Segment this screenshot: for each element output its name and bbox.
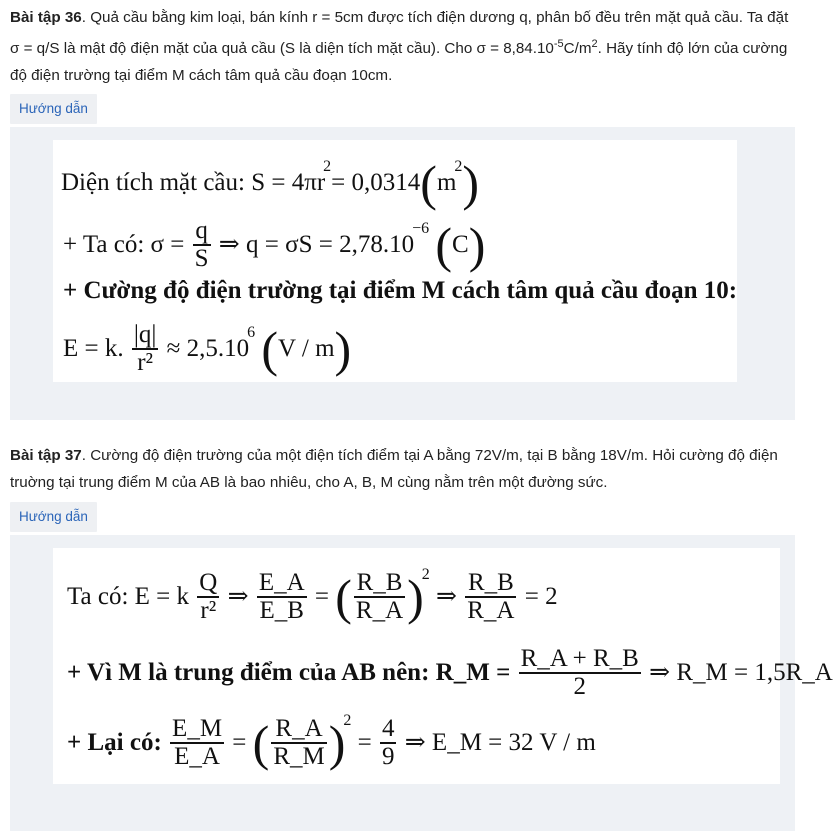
problem-36-text-c: . Hãy tính độ lớn của cường độ điện trường tại điểm M cách tâm quả cầu đoạn 10cm. (10, 40, 788, 85)
s37-l3-eq2: = (357, 729, 372, 756)
problem-37-text: . Cường độ điện trường của một điện tích điểm tại A bằng 72V/m, tại B bằng 18V/m. Hỏi cường độ điện truờng tại trung điểm M của AB là bao nhiêu, cho A, B, M cùng nằm trên một đường sức. (10, 447, 778, 491)
solution-37-line-1 (67, 566, 558, 625)
paren-open: ( (420, 155, 437, 211)
s36-l4-fraction (132, 322, 159, 376)
s37-l3-f3-num: 4 (381, 715, 395, 742)
s37-l1-frac-1 (197, 570, 219, 624)
solution-image-36 (53, 140, 737, 382)
s37-l3-frac-2 (271, 716, 326, 770)
s37-l1-f3-den: R_A (355, 597, 404, 624)
paren-open: ( (252, 715, 270, 771)
s36-l1-sup: 2 (323, 158, 332, 175)
paren-close: ) (468, 217, 486, 273)
s37-l1-f2-num: E_A (258, 569, 305, 596)
problem-36-statement (10, 4, 790, 89)
s36-l1-text: Diện tích mặt cầu: S = 4πr (61, 169, 326, 196)
guide-button-37[interactable]: Hướng dẫn (10, 502, 97, 532)
s36-l2-num: q (193, 218, 211, 246)
s36-l1-rest: = 0,0314 (331, 169, 421, 196)
s36-l2-den: S (194, 245, 209, 272)
problem-36-text-a: . Quả cầu bằng kim loại, bán kính r = 5cm được tích điện dương q, phân bố đều trên mặt quả cầu. Ta đặt σ = q/S là mật độ điện mặt của quả cầu (S là diện tích mặt cầu). Cho σ = 8,84.10 (10, 9, 789, 58)
s37-l3-frac-3 (380, 716, 397, 770)
s36-l2-fraction (193, 218, 211, 272)
s37-l1-res: = 2 (524, 583, 558, 610)
s37-l1-frac-3 (354, 570, 405, 624)
solution-37-line-2 (67, 646, 833, 700)
s36-l2-prefix: + Ta có: σ = (63, 231, 185, 258)
s37-l1-arrow-1: ⇒ (227, 583, 249, 610)
s37-l1-f1-den: r² (200, 597, 217, 624)
s37-l3-frac-1 (170, 716, 224, 770)
s36-l4-unit: V / m (278, 335, 335, 362)
paren-open: ( (335, 569, 352, 625)
s37-l1-prefix: Ta có: E = k (67, 583, 190, 610)
paren-close: ) (334, 321, 352, 377)
s37-l2-num: R_A + R_B (520, 645, 639, 672)
paren-close: ) (462, 155, 480, 211)
solution-36-line-1 (61, 155, 480, 211)
s37-l1-frac-4 (465, 570, 516, 624)
s37-l3-eq: = (232, 729, 247, 756)
s37-l1-eq: = (314, 583, 329, 610)
s37-l3-f1-num: E_M (172, 715, 223, 742)
s37-l1-f1-num: Q (199, 569, 218, 596)
s37-l3-rest: ⇒ E_M = 32 V / m (404, 729, 596, 756)
s37-l1-arrow-2: ⇒ (436, 583, 457, 610)
s37-l1-f4-num: R_B (465, 570, 516, 598)
s36-l4-prefix: E = k. (63, 335, 124, 362)
s37-l1-f4-den: R_A (467, 597, 515, 624)
s36-l4-num: |q| (133, 321, 157, 348)
s37-l2-fraction (519, 646, 641, 700)
problem-36-text-b: C/m (563, 40, 592, 58)
s36-l2-rest: ⇒ q = σS = 2,78.10 (218, 231, 415, 258)
s37-l1-f2-den: E_B (259, 597, 304, 624)
paren-open: ( (261, 321, 279, 377)
solution-37-line-3 (67, 712, 596, 771)
s36-l1-unit-sup: 2 (454, 158, 463, 175)
s36-l4-rest: ≈ 2,5.10 (166, 335, 250, 362)
problem-37-statement (10, 442, 790, 496)
s36-l1-unit: m (436, 169, 457, 196)
solution-36-line-4 (63, 322, 351, 376)
s36-l4-den: r² (137, 349, 154, 376)
s37-l2-rest: ⇒ R_M = 1,5R_A (649, 659, 833, 686)
s37-l3-f2-exp: 2 (343, 712, 352, 729)
problem-36-exp1: -5 (553, 38, 564, 50)
solution-36-line-2 (63, 218, 485, 272)
s37-l3-prefix: + Lại có: (67, 729, 162, 756)
s37-l2-den: 2 (573, 673, 586, 700)
s37-l3-f2-num: R_A (271, 716, 326, 744)
s36-l4-exp: 6 (247, 324, 256, 341)
s37-l3-f2-den: R_M (273, 743, 325, 770)
s37-l3-f1-den: E_A (174, 743, 220, 770)
paren-close: ) (407, 569, 424, 625)
s37-l1-f3-num: R_B (354, 570, 405, 598)
problem-37-title: Bài tập 37 (10, 447, 82, 464)
s36-l2-exp: −6 (412, 220, 430, 237)
s37-l1-frac-2 (257, 570, 307, 624)
problem-36-exp2: 2 (591, 38, 598, 50)
solution-36-line-3: + Cường độ điện trường tại điểm M cách tâm quả cầu đoạn 10: (63, 277, 738, 304)
s36-l2-unit: C (452, 231, 469, 258)
paren-close: ) (328, 715, 346, 771)
problem-36-title: Bài tập 36 (10, 9, 82, 26)
guide-button-36[interactable]: Hướng dẫn (10, 94, 97, 124)
s37-l2-prefix: + Vì M là trung điểm của AB nên: R_M = (67, 659, 511, 686)
paren-open: ( (435, 217, 453, 273)
solution-image-37 (53, 548, 833, 784)
s37-l3-f3-den: 9 (381, 743, 395, 770)
s37-l1-f3-exp: 2 (421, 566, 430, 583)
